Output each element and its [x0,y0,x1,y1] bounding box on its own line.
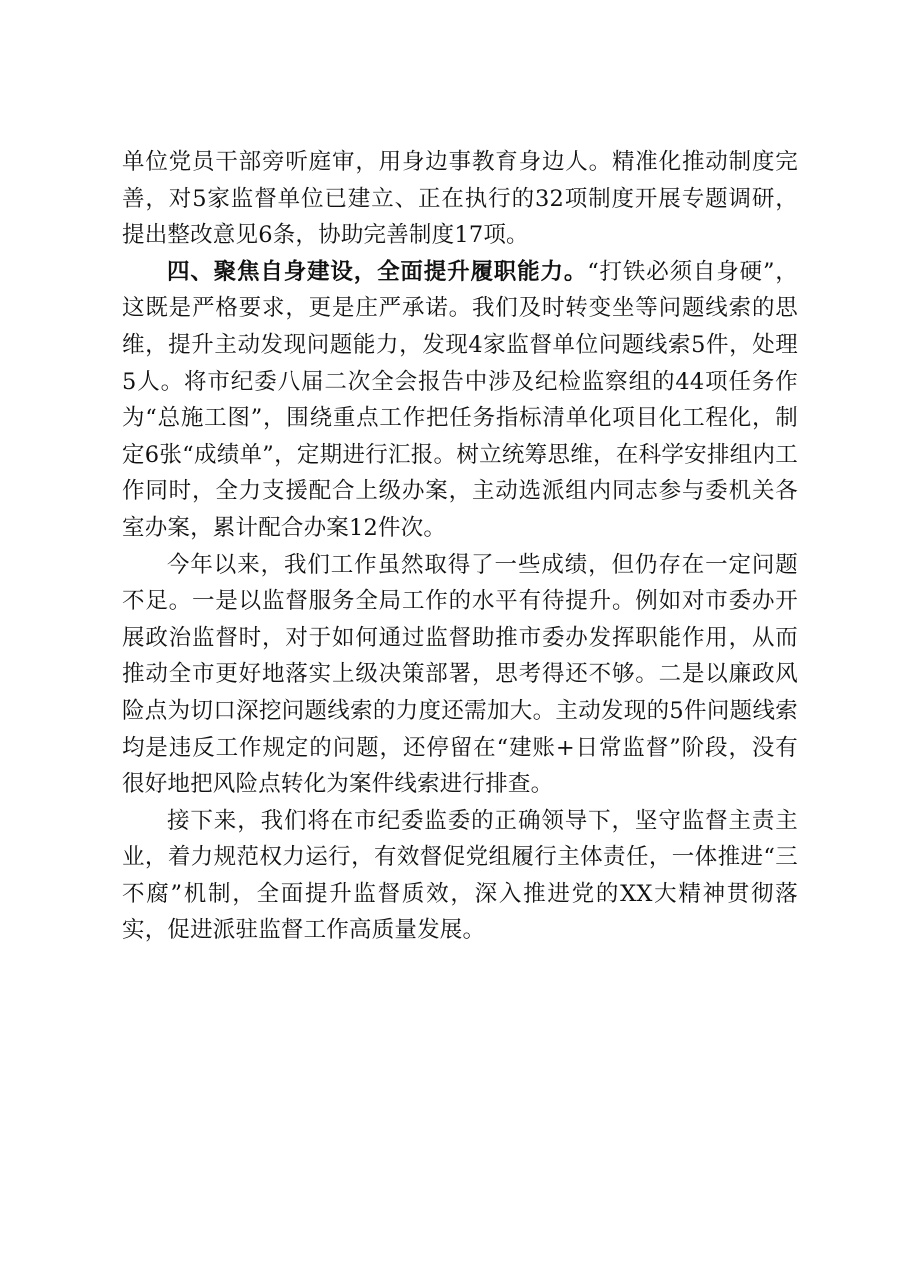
paragraph-continuation [122,144,798,254]
document-body [122,144,798,949]
paragraph-problems [122,547,798,803]
paragraph-section-four [122,254,798,547]
paragraph-text: 单位党员干部旁听庭审，用身边事教育身边人。精准化推动制度完善，对5家监督单位已建立、正在执行的32项制度开展专题调研，提出整改意见6条，协助完善制度17项。 [122,149,798,249]
paragraph-next-steps [122,803,798,949]
paragraph-text: “打铁必须自身硬”，这既是严格要求，更是庄严承诺。我们及时转变坐等问题线索的思维，提升主动发现问题能力，发现4家监督单位问题线索5件，处理5人。将市纪委八届二次全会报告中涉及纪检监察组的44项任务作为“总施工图”，围绕重点工作把任务指标清单化项目化工程化，制定6张“成绩单”，定期进行汇报。树立统筹思维，在科学安排组内工作同时，全力支援配合上级办案，主动选派组内同志参与委机关各室办案，累计配合办案12件次。 [122,258,798,541]
section-heading: 四、聚焦自身建设，全面提升履职能力。 [167,258,588,285]
paragraph-text: 今年以来，我们工作虽然取得了一些成绩，但仍存在一定问题不足。一是以监督服务全局工作的水平有待提升。例如对市委办开展政治监督时，对于如何通过监督助推市委办发挥职能作用，从而推动全市更好地落实上级决策部署，思考得还不够。二是以廉政风险点为切口深挖问题线索的力度还需加大。主动发现的5件问题线索均是违反工作规定的问题，还停留在“建账+日常监督”阶段，没有很好地把风险点转化为案件线索进行排查。 [122,551,798,798]
paragraph-text: 接下来，我们将在市纪委监委的正确领导下，坚守监督主责主业，着力规范权力运行，有效督促党组履行主体责任，一体推进“三不腐”机制，全面提升监督质效，深入推进党的XX大精神贯彻落实，促进派驻监督工作高质量发展。 [122,807,798,944]
